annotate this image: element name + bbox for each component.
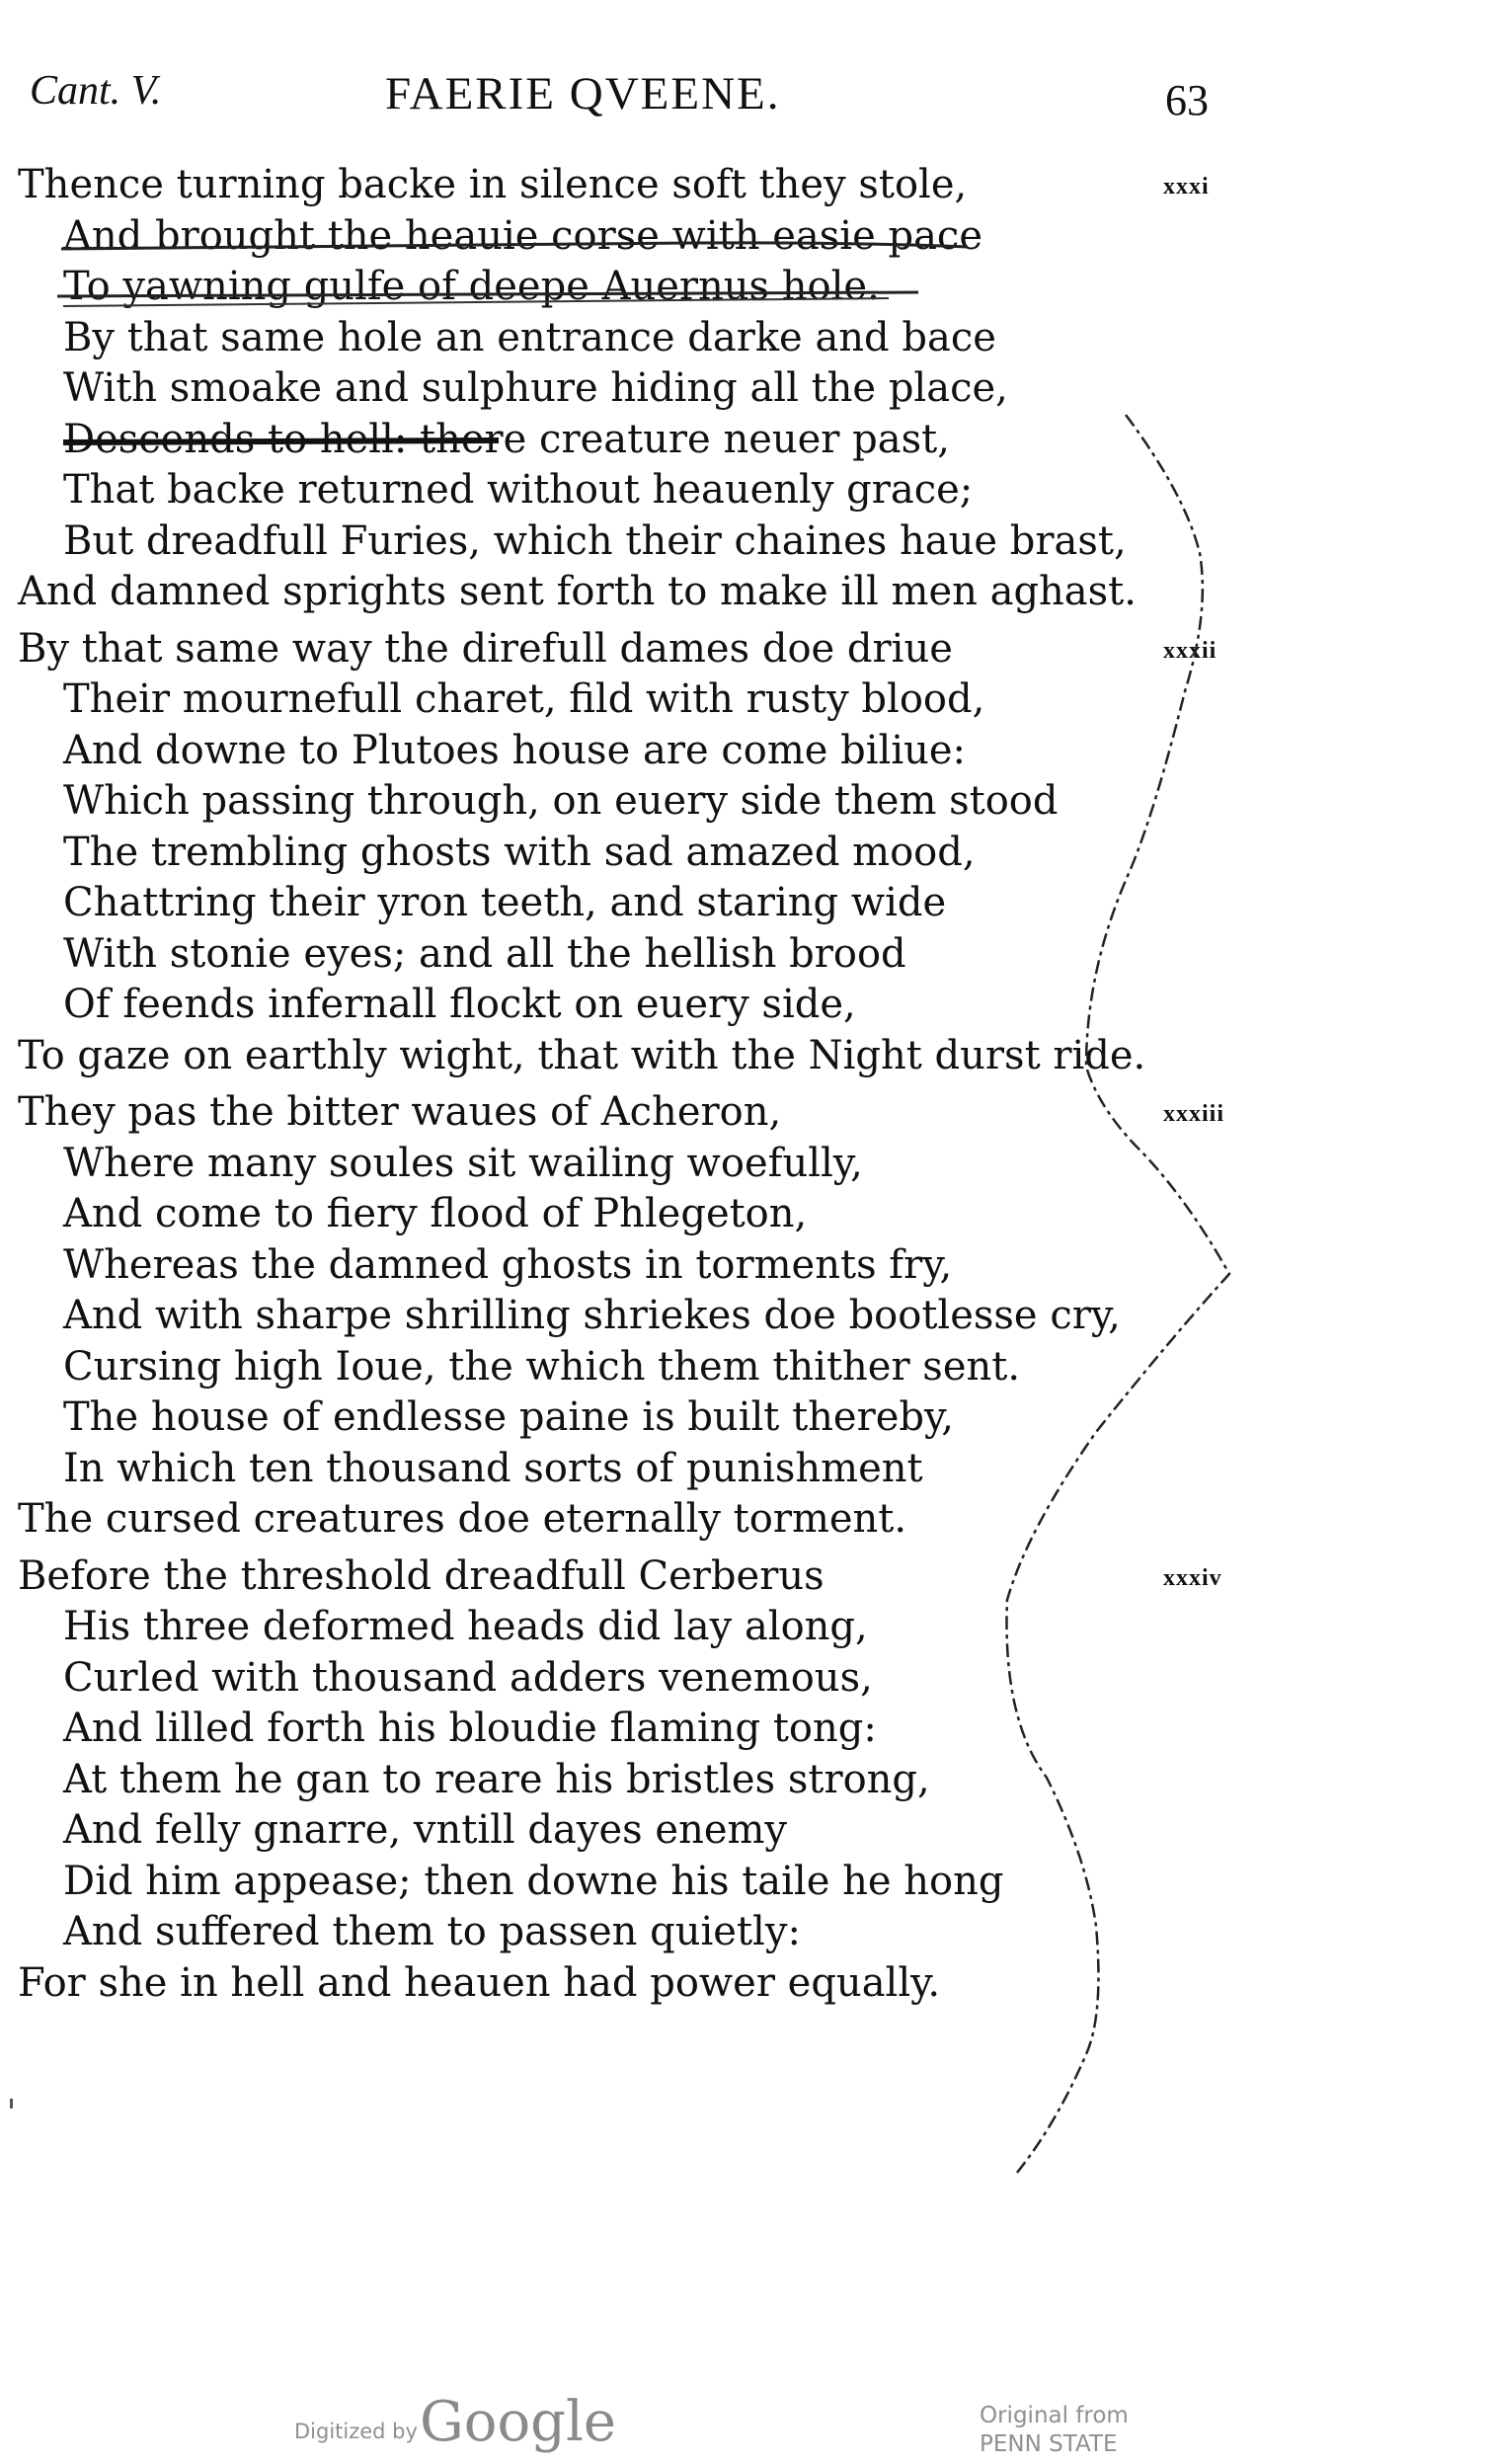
stanza-xxxii: [18, 624, 1321, 1082]
verse-line: Thence turning backe in silence soft they stole,: [18, 162, 968, 207]
canto-label: Cant. V.: [30, 68, 162, 114]
running-head: [0, 57, 1492, 136]
verse-line: And felly gnarre, vntill dayes enemy: [63, 1807, 788, 1853]
original-institution: PENN STATE: [980, 2431, 1118, 2457]
verse-line: Their mournefull charet, fild with rusty blood,: [63, 676, 985, 722]
verse-line: Cursing high Ioue, the which them thither sent.: [63, 1343, 1021, 1390]
verse-line: The house of endlesse paine is built thereby,: [63, 1394, 954, 1440]
verse-line: Before the threshold dreadfull Cerberus: [18, 1552, 825, 1599]
stanza-number: xxxi: [1163, 174, 1210, 199]
stanza-xxxiv: [18, 1551, 1321, 2010]
verse-line: Whereas the damned ghosts in torments fry,: [63, 1241, 953, 1288]
google-logo: Google: [420, 2390, 617, 2454]
scan-footer: [0, 2390, 1492, 2464]
verse-line: Descends to hell: there creature neuer past,: [63, 416, 950, 462]
verse-line: To yawning gulfe of deepe Auernus hole.: [63, 264, 880, 309]
stanza-number: xxxiii: [1163, 1101, 1225, 1127]
stanza-xxxiii: [18, 1087, 1321, 1546]
verse-line: Which passing through, on euery side them stood: [63, 778, 1059, 824]
book-title: FAERIE QVEENE.: [385, 68, 781, 119]
verse-line: And lilled forth his bloudie flaming tong:: [63, 1706, 877, 1751]
verse-line: The trembling ghosts with sad amazed mood,: [63, 829, 976, 875]
original-source: [980, 2402, 1129, 2459]
verse-line: And come to fiery flood of Phlegeton,: [63, 1191, 808, 1236]
verse-line: His three deformed heads did lay along,: [63, 1604, 868, 1649]
stanza-number: xxxiv: [1163, 1564, 1222, 1591]
page-number: 63: [1165, 76, 1209, 124]
stanza-xxxi: [18, 160, 1321, 618]
verse-line: Where many soules sit wailing woefully,: [63, 1140, 863, 1186]
verse-line: Of feends infernall flockt on euery side,: [63, 982, 856, 1027]
verse-line: And suffered them to passen quietly:: [63, 1909, 801, 1954]
verse-line: For she in hell and heauen had power equally.: [18, 1959, 941, 2006]
verse-line: Did him appease; then downe his taile he hong: [63, 1858, 1004, 1904]
verse-line: In which ten thousand sorts of punishment: [63, 1445, 923, 1491]
verse-line: The cursed creatures doe eternally torment.: [18, 1496, 907, 1542]
verse-line: They pas the bitter waues of Acheron,: [18, 1089, 782, 1135]
original-label: Original from: [980, 2403, 1129, 2428]
verse-line: To gaze on earthly wight, that with the Night durst ride.: [18, 1032, 1146, 1078]
verse-line: And downe to Plutoes house are come biliue:: [63, 727, 967, 773]
verse-line: And brought the heauie corse with easie pace: [63, 212, 982, 259]
verse-line: But dreadfull Furies, which their chaines haue brast,: [63, 517, 1127, 564]
verse-line: Chattring their yron teeth, and staring wide: [63, 880, 947, 925]
verse-line: And damned sprights sent forth to make ill men aghast.: [18, 569, 1137, 614]
verse-line: And with sharpe shrilling shriekes doe bootlesse cry,: [63, 1293, 1121, 1338]
stanza-number: xxxii: [1163, 637, 1217, 664]
verse-line: By that same way the direfull dames doe driue: [18, 625, 953, 672]
verse-line: With stonie eyes; and all the hellish brood: [63, 930, 906, 977]
verse-line: Curled with thousand adders venemous,: [63, 1654, 873, 1701]
verse-line: That backe returned without heauenly grace;: [63, 467, 974, 513]
verse-line: By that same hole an entrance darke and bace: [63, 314, 996, 360]
poem-text: [18, 160, 1321, 2015]
digitized-label: Digitized by: [294, 2420, 418, 2443]
scan-speck: [10, 2099, 13, 2108]
verse-line: With smoake and sulphure hiding all the place,: [63, 365, 1008, 411]
verse-line: At them he gan to reare his bristles strong,: [63, 1756, 930, 1802]
